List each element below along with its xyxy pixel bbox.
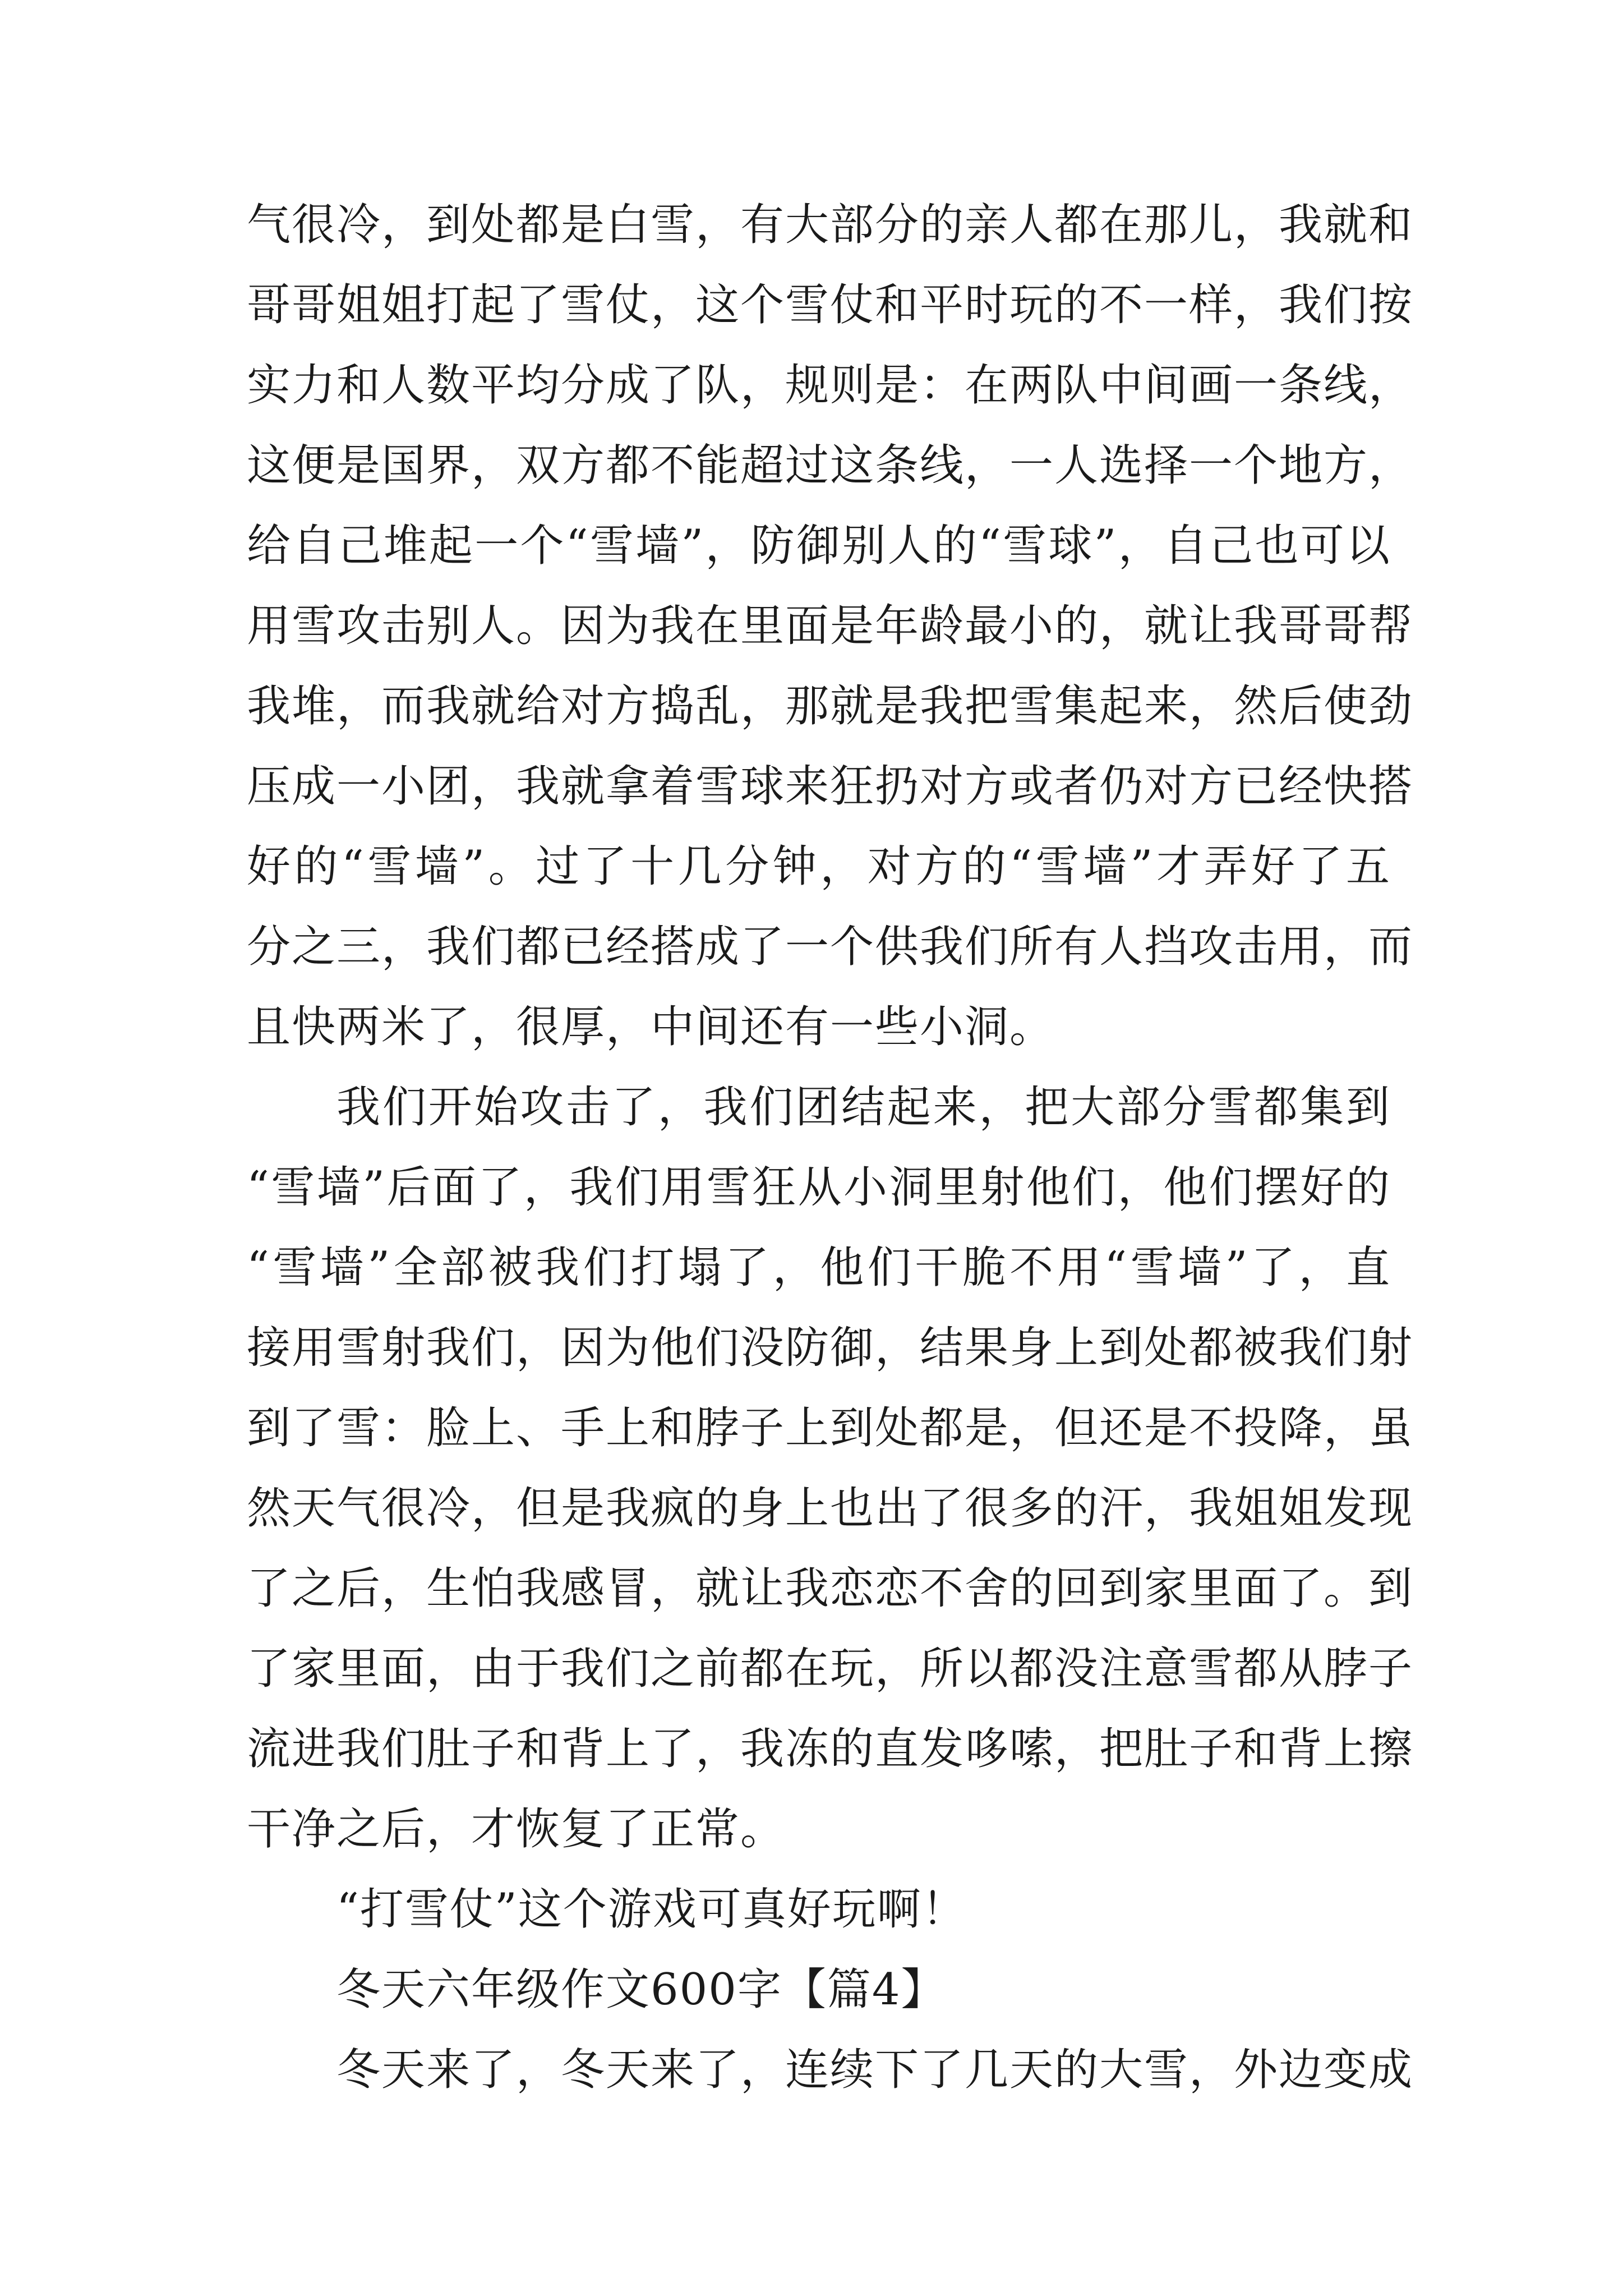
text-line: 且快两米了，很厚，中间还有一些小洞。 xyxy=(247,1002,1055,1052)
text-line: 冬天来了，冬天来了，连续下了几天的大雪，外边变成 xyxy=(336,2045,1414,2095)
text-line: 了家里面，由于我们之前都在玩，所以都没注意雪都从脖子 xyxy=(247,1644,1414,1694)
text-line: 了之后，生怕我感冒，就让我恋恋不舍的回到家里面了。到 xyxy=(247,1563,1414,1614)
text-line: 我们开始攻击了，我们团结起来，把大部分雪都集到 xyxy=(336,1082,1391,1133)
text-line: 压成一小团，我就拿着雪球来狂扔对方或者仍对方已经快搭 xyxy=(247,761,1414,812)
text-line: 这便是国界，双方都不能超过这条线，一人选择一个地方， xyxy=(247,440,1414,491)
text-line: 干净之后，才恢复了正常。 xyxy=(247,1804,786,1855)
text-line: 实力和人数平均分成了队，规则是：在两队中间画一条线， xyxy=(247,360,1414,411)
text-line: 然天气很冷，但是我疯的身上也出了很多的汗，我姐姐发现 xyxy=(247,1483,1414,1534)
text-line: 气很冷，到处都是白雪，有大部分的亲人都在那儿，我就和 xyxy=(247,200,1414,250)
text-line: “打雪仗”这个游戏可真好玩啊！ xyxy=(336,1884,967,1935)
text-line: “雪墙”后面了，我们用雪狂从小洞里射他们，他们摆好的 xyxy=(247,1162,1391,1213)
text-line: 哥哥姐姐打起了雪仗，这个雪仗和平时玩的不一样，我们按 xyxy=(247,280,1414,330)
text-line: 到了雪：脸上、手上和脖子上到处都是，但还是不投降，虽 xyxy=(247,1403,1414,1453)
text-line: “雪墙”全部被我们打塌了，他们干脆不用“雪墙”了，直 xyxy=(247,1243,1391,1293)
text-line: 好的“雪墙”。过了十几分钟，对方的“雪墙”才弄好了五 xyxy=(247,841,1391,892)
text-line: 流进我们肚子和背上了，我冻的直发哆嗦，把肚子和背上擦 xyxy=(247,1724,1414,1774)
text-line: 用雪攻击别人。因为我在里面是年龄最小的，就让我哥哥帮 xyxy=(247,601,1414,651)
text-line: 分之三，我们都已经搭成了一个供我们所有人挡攻击用，而 xyxy=(247,922,1414,972)
document-body xyxy=(247,185,1414,2110)
section-heading: 冬天六年级作文600字【篇4】 xyxy=(336,1964,946,2015)
text-line: 我堆，而我就给对方捣乱，那就是我把雪集起来，然后使劲 xyxy=(247,681,1414,731)
text-line: 接用雪射我们，因为他们没防御，结果身上到处都被我们射 xyxy=(247,1323,1414,1373)
text-line: 给自己堆起一个“雪墙”，防御别人的“雪球”，自己也可以 xyxy=(247,521,1391,571)
